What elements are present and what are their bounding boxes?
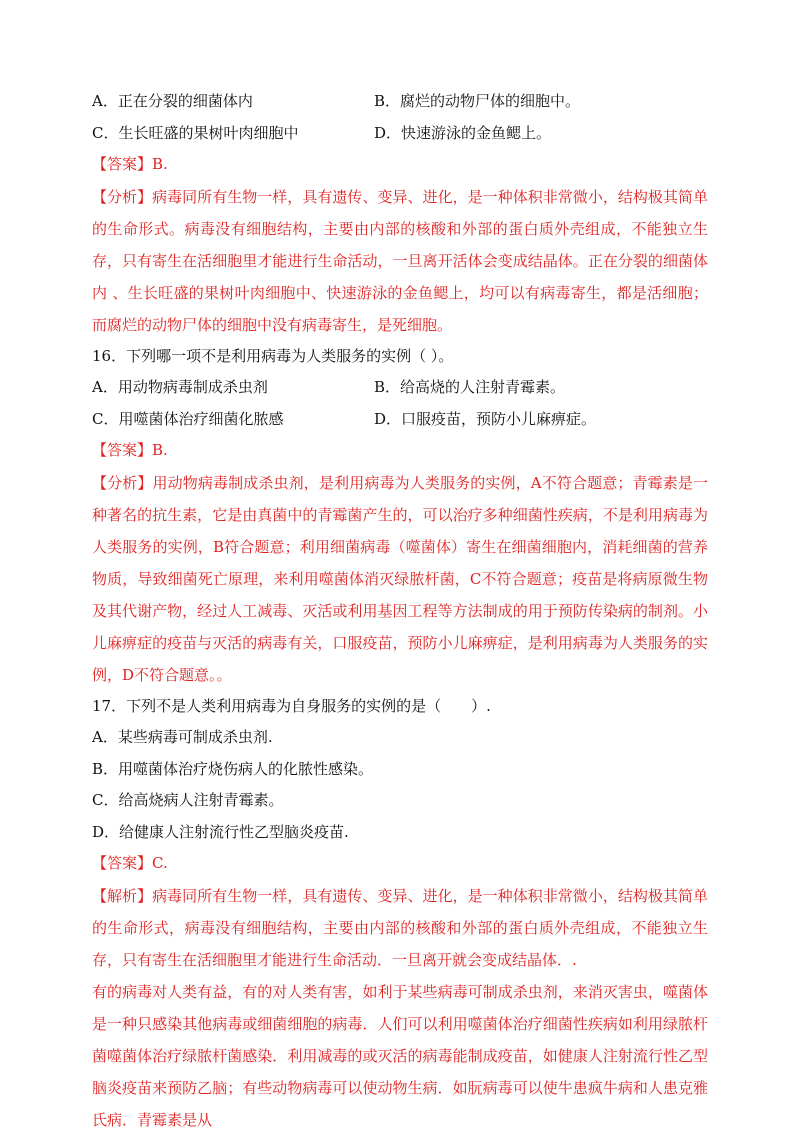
q15-answer [92, 149, 708, 181]
q17-analysis-text: 病毒同所有生物一样，具有遗传、变异、进化，是一种体积非常微小，结构极其简单的生命形式，病毒没有细胞结构，主要由内部的核酸和外部的蛋白质外壳组成，不能独立生存，只有寄生在活细胞里才能进行生命活动．一旦离开就会变成结晶体．. [92, 886, 708, 969]
q16-answer-value: B. [152, 441, 168, 459]
q16-analysis-text: 用动物病毒制成杀虫剂，是利用病毒为人类服务的实例，A不符合题意；青霉素是一种著名的抗生素，它是由真菌中的青霉菌产生的，可以治疗多种细菌性疾病，不是利用病毒为人类服务的实例，B符合题意；利用细菌病毒（噬菌体）寄生在细菌细胞内，消耗细菌的营养物质，导致细菌死亡原理，来利用噬菌体消灭绿脓杆菌，C不符合题意；疫苗是将病原微生物及其代谢产物，经过人工减毒、灭活或利用基因工程等方法制成的用于预防传染病的制剂。小儿麻痹症的疫苗与灭活的病毒有关，口服疫苗，预防小儿麻痹症，是利用病毒为人类服务的实例，D不符合题意。。 [92, 473, 708, 684]
q17-analysis-text-2: 有的病毒对人类有益，有的对人类有害，如利于某些病毒可制成杀虫剂，来消灭害虫，噬菌体是一种只感染其他病毒或细菌细胞的病毒．人们可以利用噬菌体治疗细菌性疾病如利用绿脓杆菌噬菌体治疗绿脓杆菌感染．利用减毒的或灭活的病毒能制成疫苗，如健康人注射流行性乙型脑炎疫苗来预防乙脑；有些动物病毒可以使动物生病．如朊病毒可以使牛患疯牛病和人患克雅氏病．青霉素是从 [92, 982, 708, 1129]
q16-answer-tag: 【答案】 [92, 441, 153, 459]
q16-option-b: B．给高烧的人注射青霉素。 [374, 378, 566, 396]
q15-option-d: D．快速游泳的金鱼鳃上。 [374, 123, 552, 142]
q16-option-d: D．口服疫苗，预防小儿麻痹症。 [374, 409, 597, 428]
q15-answer-tag: 【答案】 [92, 155, 153, 173]
q17-answer-value: C. [152, 854, 168, 872]
q15-analysis-tag: 【分析】 [92, 187, 153, 206]
q16-stem: 16．下列哪一项不是利用病毒为人类服务的实例（ ）。 [92, 346, 454, 365]
q16-options-row-1 [92, 372, 708, 404]
q16-options-row-2 [92, 404, 708, 436]
q17-analysis [92, 880, 708, 1136]
q15-options-row-1 [92, 86, 708, 118]
q16-answer [92, 435, 708, 467]
q15-option-b: B．腐烂的动物尸体的细胞中。 [374, 92, 581, 110]
q15-answer-value: B. [152, 155, 168, 173]
q15-options-row-2 [92, 118, 708, 150]
q15-option-a: A．正在分裂的细菌体内 [92, 92, 253, 110]
q17-analysis-tag: 【解析】 [92, 886, 153, 905]
q16-option-c: C．用噬菌体治疗细菌化脓感 [92, 409, 284, 428]
q17-stem: 17．下列不是人类利用病毒为自身服务的实例的是（ ）. [92, 696, 491, 715]
q15-analysis [92, 181, 708, 341]
q17-option-c: C．给高烧病人注射青霉素。 [92, 791, 284, 809]
q16-analysis [92, 467, 708, 691]
q17-option-d: D．给健康人注射流行性乙型脑炎疫苗. [92, 822, 349, 841]
q15-analysis-text: 病毒同所有生物一样，具有遗传、变异、进化，是一种体积非常微小，结构极其简单的生命形式。病毒没有细胞结构，主要由内部的核酸和外部的蛋白质外壳组成，不能独立生存，只有寄生在活细胞里才能进行生命活动，一旦离开活体会变成结晶体。正在分裂的细菌体内 、生长旺盛的果树叶肉细胞中、快速游泳的金鱼鳃上，均可以有病毒寄生，都是活细胞；而腐烂的动物尸体的细胞中没有病毒寄生，是死细胞。 [92, 187, 708, 334]
q15-option-c: C．生长旺盛的果树叶肉细胞中 [92, 123, 299, 142]
q16-option-a: A．用动物病毒制成杀虫剂 [92, 378, 268, 396]
q16-analysis-tag: 【分析】 [92, 473, 153, 492]
q17-answer [92, 848, 708, 880]
q17-answer-tag: 【答案】 [92, 854, 153, 872]
q17-option-a: A．某些病毒可制成杀虫剂. [92, 728, 273, 746]
q17-option-b: B．用噬菌体治疗烧伤病人的化脓性感染。 [92, 759, 374, 778]
